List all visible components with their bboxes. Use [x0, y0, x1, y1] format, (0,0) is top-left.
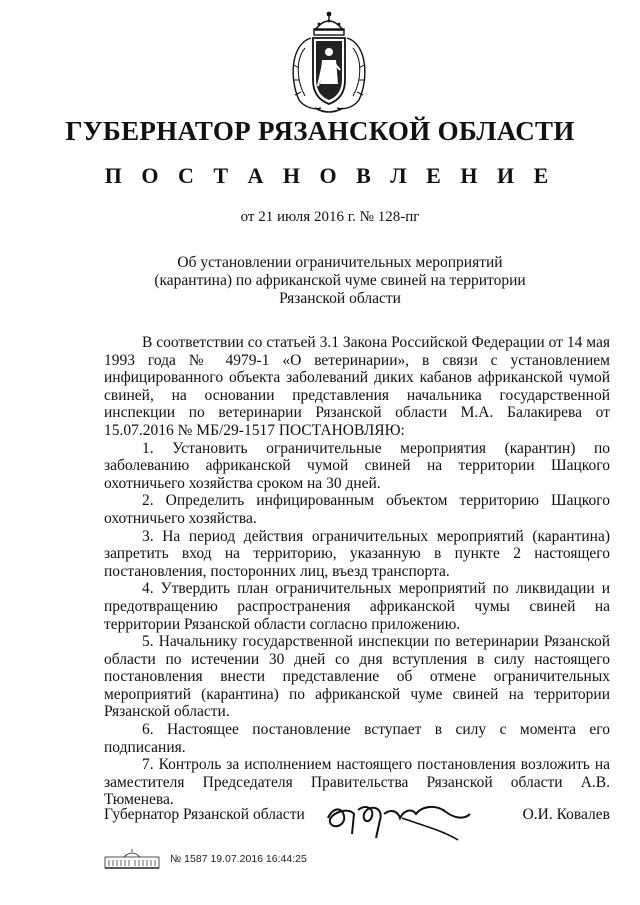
- preamble-paragraph: В соответствии со статьей 3.1 Закона Российской Федерации от 14 мая 1993 года № 4979-1 «О ветеринарии», в связи с установлением инфицированного объекта заболеваний диких кабанов африканской чумой свиней, на основании представления начальника государственной инспекции по ветеринарии Рязанской области М.А. Балакирева от 15.07.2016 № МБ/29-1517 ПОСТАНОВЛЯЮ:: [104, 334, 610, 439]
- signatory-title: Губернатор Рязанской области: [104, 806, 305, 823]
- registration-footer: [104, 848, 464, 872]
- handwritten-signature: [318, 790, 478, 850]
- registration-stamp: № 1587 19.07.2016 16:44:25: [170, 853, 307, 865]
- document-subject: Об установлении ограничительных мероприятий (карантина) по африканской чуме свиней на территории Рязанской области: [154, 254, 526, 307]
- clause-3: 3. На период действия ограничительных мероприятий (карантина) запретить вход на территорию, указанную в пункте 2 настоящего постановления, посторонних лиц, въезд транспорта.: [104, 527, 610, 580]
- authority-title: ГУБЕРНАТОР РЯЗАНСКОЙ ОБЛАСТИ: [65, 116, 575, 146]
- clause-1: 1. Установить ограничительные мероприятия (карантин) по заболеванию африканской чумой свиней на территории Шацкого охотничьего хозяйства сроком на 30 дней.: [104, 439, 610, 492]
- clause-6: 6. Настоящее постановление вступает в силу с момента его подписания.: [104, 721, 610, 756]
- document-type-heading: П О С Т А Н О В Л Е Н И Е: [104, 163, 556, 188]
- document-body: [104, 334, 610, 809]
- building-logo-icon: [104, 848, 160, 870]
- date-and-number: от 21 июля 2016 г. № 128-пг: [240, 209, 420, 225]
- clause-2: 2. Определить инфицированным объектом территорию Шацкого охотничьего хозяйства.: [104, 492, 610, 527]
- clause-7: 7. Контроль за исполнением настоящего постановления возложить на заместителя Председателя Правительства Рязанской области А.В. Тюменева.: [104, 756, 610, 809]
- clause-4: 4. Утвердить план ограничительных мероприятий по ликвидации и предотвращению распространения африканской чумы свиней на территории Рязанской области согласно приложению.: [104, 580, 610, 633]
- signatory-name: О.И. Ковалев: [522, 806, 610, 823]
- coat-of-arms-icon: [285, 8, 373, 118]
- clause-5: 5. Начальнику государственной инспекции по ветеринарии Рязанской области по истечении 30 дней со дня вступления в силу настоящего постановления внести представление об отмене ограничительных мероприятий (карантина) по африканской чуме свиней на территории Рязанской области.: [104, 633, 610, 721]
